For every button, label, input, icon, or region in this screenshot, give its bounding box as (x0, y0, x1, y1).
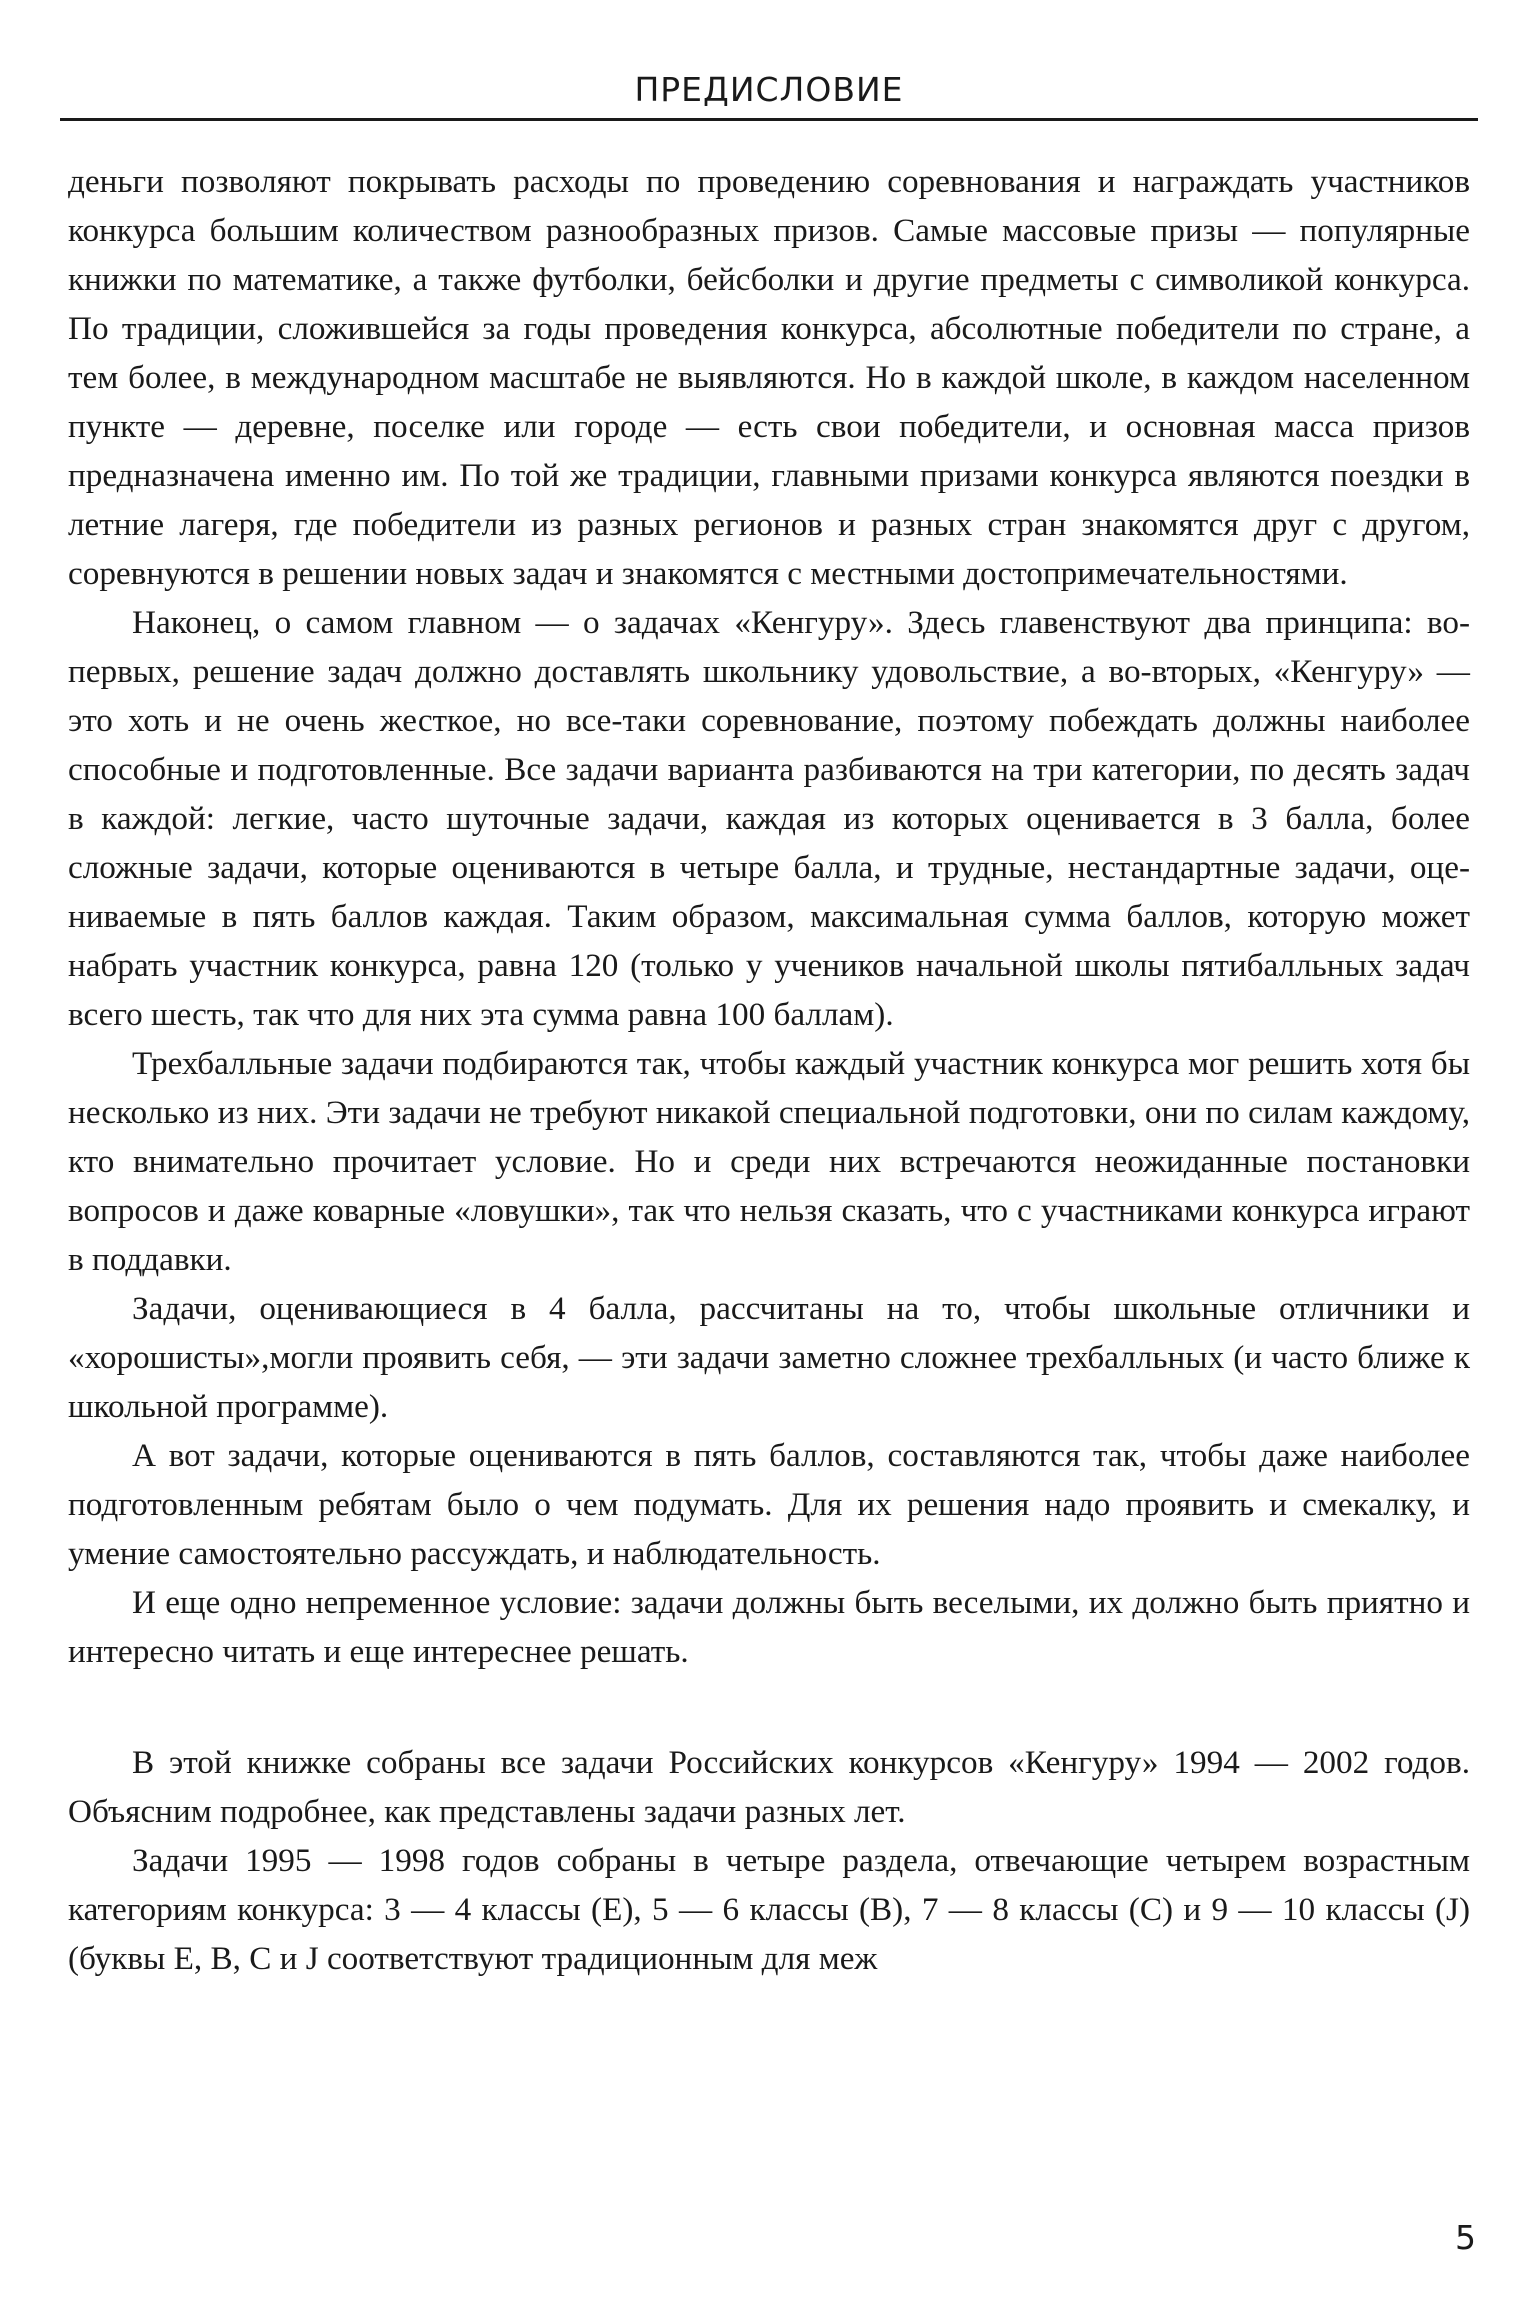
body-text (68, 157, 1470, 1983)
paragraph-five-point-problems: А вот задачи, которые оцениваются в пять баллов, составляются так, чтобы даже наиболее подготовленным ребятам было о чем подумать. Для их решения надо проявить и смекалку, и умение самостоятельно рассуждать, и наблюдательность. (68, 1437, 1470, 1572)
page-number: 5 (1455, 2218, 1476, 2257)
paragraph-sections: Задачи 1995 — 1998 годов собраны в четыре раздела, отвечающие четырем возрастным категориям конкурса: 3 — 4 классы (E), 5 — 6 классы (B), 7 — 8 классы (C) и 9 — 10 классы (J) (буквы E, B, C и J соответствуют традиционным для меж (68, 1842, 1470, 1977)
paragraph-prizes: деньги позволяют покрывать расходы по проведению соревнования и награждать участников конкурса большим количеством разнообразных призов. Самые массовые призы — популярные книжки по математике, а также футболки, бейсболки и другие предметы с символикой конкурса. По традиции, сложившейся за годы проведения конкурса, абсолютные победители по стране, а тем более, в международном масштабе не выявляются. Но в каждой школе, в каждом населенном пункте — деревне, поселке или городе — есть свои победители, и основная масса призов предназначена именно им. По той же традиции, главными призами конкурса являются поездки в летние лагеря, где победители из разных регионов и разных стран знакомятся друг с другом, соревнуются в решении новых задач и знакомятся с местными достопримечательностями. (68, 163, 1470, 592)
chapter-title: ПРЕДИСЛОВИЕ (634, 70, 904, 109)
paragraph-book-contents: В этой книжке собраны все задачи Российских конкурсов «Кенгуру» 1994 — 2002 годов. Объясним подробнее, как представлены задачи разных лет. (68, 1744, 1470, 1830)
paragraph-fun-condition: И еще одно непременное условие: задачи должны быть веселыми, их должно быть приятно и интересно читать и еще интереснее решать. (68, 1584, 1470, 1670)
paragraph-four-point-problems: Задачи, оценивающиеся в 4 балла, рассчитаны на то, чтобы школьные отличники и «хорошисты»,могли проявить себя, — эти задачи заметно сложнее трехбалльных (и часто ближе к школьной программе). (68, 1290, 1470, 1425)
running-head (60, 66, 1478, 121)
paragraph-problems-principles: Наконец, о самом главном — о задачах «Кенгуру». Здесь главенствуют два принципа: во-первых, решение задач должно доставлять школьнику удовольствие, а во-вторых, «Кенгуру» — это хоть и не очень жесткое, но все-таки соревнование, поэтому побеждать должны наиболее способные и подготовленные. Все задачи варианта разбиваются на три категории, по десять задач в каждой: легкие, часто шуточные задачи, каждая из которых оценивается в 3 балла, более сложные задачи, которые оцениваются в четыре балла, и трудные, нестандартные задачи, оцениваемые в пять баллов каждая. Таким образом, максимальная сумма баллов, которую может набрать участник конкурса, равна 120 (только у учеников начальной школы пятибалльных задач всего шесть, так что для них эта сумма равна 100 баллам). (68, 604, 1470, 1033)
paragraph-three-point-problems: Трехбалльные задачи подбираются так, чтобы каждый участник конкурса мог решить хотя бы несколько из них. Эти задачи не требуют никакой специальной подготовки, они по силам каждому, кто внимательно прочитает условие. Но и среди них встречаются неожиданные постановки вопросов и даже коварные «ловушки», так что нельзя сказать, что с участниками конкурса играют в поддавки. (68, 1045, 1470, 1278)
